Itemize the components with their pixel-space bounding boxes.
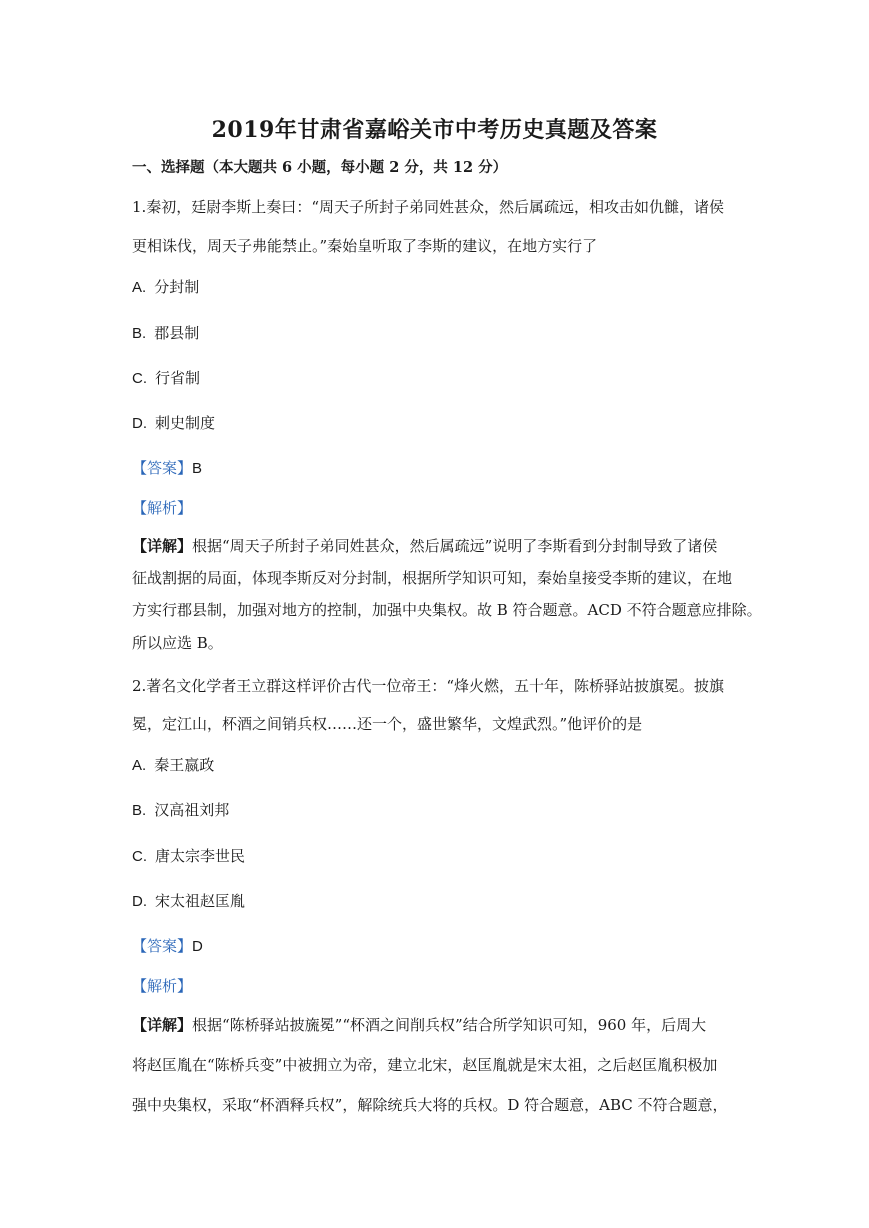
- q2-stem-line-1: 2.著名文化学者王立群这样评价古代一位帝王：“烽火燃，五十年，陈桥驿站披旗冕。披旗: [132, 677, 724, 695]
- q1-option-b: [132, 323, 199, 344]
- option-text: 汉高祖刘邦: [154, 801, 230, 819]
- option-letter: B.: [132, 802, 147, 819]
- detail-label: 【详解】: [132, 1016, 193, 1034]
- option-text: 唐太宗李世民: [155, 847, 246, 865]
- q2-option-c: [132, 846, 245, 867]
- q1-stem-line-1: 1.秦初，廷尉李斯上奏曰：“周天子所封子弟同姓甚众，然后属疏远，相攻击如仇雠，诸侯: [132, 198, 724, 216]
- section-header: 一、选择题（本大题共 6 小题，每小题 2 分，共 12 分）: [132, 159, 508, 176]
- answer-label: 【答案】: [132, 459, 193, 477]
- option-text: 分封制: [154, 278, 200, 296]
- q1-detail-line-4: 所以应选 B。: [132, 634, 223, 652]
- option-text: 刺史制度: [155, 414, 216, 432]
- option-letter: B.: [132, 325, 147, 342]
- q1-option-c: [132, 368, 200, 389]
- page-title: 2019年甘肃省嘉峪关市中考历史真题及答案: [211, 117, 658, 143]
- option-letter: A.: [132, 279, 147, 296]
- q2-analysis-label: 【解析】: [132, 977, 193, 995]
- q2-detail-line-2: 将赵匡胤在“陈桥兵变”中被拥立为帝，建立北宋，赵匡胤就是宋太祖，之后赵匡胤积极加: [132, 1056, 718, 1074]
- q2-option-d: [132, 891, 245, 912]
- answer-label: 【答案】: [132, 937, 193, 955]
- q1-option-d: [132, 413, 215, 434]
- answer-value: B: [192, 460, 203, 477]
- q2-detail-line-3: 强中央集权，采取“杯酒释兵权”，解除统兵大将的兵权。D 符合题意，ABC 不符合题意，: [132, 1096, 728, 1114]
- q1-detail-line-2: 征战割据的局面，体现李斯反对分封制，根据所学知识可知，秦始皇接受李斯的建议，在地: [132, 569, 733, 587]
- option-letter: D.: [132, 893, 147, 910]
- option-letter: C.: [132, 370, 147, 387]
- option-text: 秦王嬴政: [154, 756, 215, 774]
- answer-value: D: [192, 938, 203, 955]
- q1-stem-line-2: 更相诛伐，周天子弗能禁止。”秦始皇听取了李斯的建议，在地方实行了: [132, 237, 598, 255]
- option-letter: C.: [132, 848, 147, 865]
- q1-option-a: [132, 277, 199, 298]
- option-letter: A.: [132, 757, 147, 774]
- q2-option-b: [132, 800, 229, 821]
- option-letter: D.: [132, 415, 147, 432]
- q2-detail-line-1: [132, 1015, 706, 1035]
- q1-answer: [132, 458, 202, 479]
- detail-text: 根据“周天子所封子弟同姓甚众，然后属疏远”说明了李斯看到分封制导致了诸侯: [192, 537, 718, 555]
- q2-option-a: [132, 755, 214, 776]
- q1-detail-line-1: [132, 536, 717, 556]
- option-text: 宋太祖赵匡胤: [155, 892, 246, 910]
- q2-stem-line-2: 冕，定江山，杯酒之间销兵权……还一个，盛世繁华，文煌武烈。”他评价的是: [132, 715, 643, 733]
- detail-text: 根据“陈桥驿站披旒冕”“杯酒之间削兵权”结合所学知识可知，960 年，后周大: [192, 1016, 707, 1034]
- detail-label: 【详解】: [132, 537, 193, 555]
- option-text: 郡县制: [154, 324, 200, 342]
- option-text: 行省制: [155, 369, 201, 387]
- q2-answer: [132, 936, 203, 957]
- q1-detail-line-3: 方实行郡县制，加强对地方的控制，加强中央集权。故 B 符合题意。ACD 不符合题意应排除。: [132, 601, 762, 619]
- q1-analysis-label: 【解析】: [132, 499, 193, 517]
